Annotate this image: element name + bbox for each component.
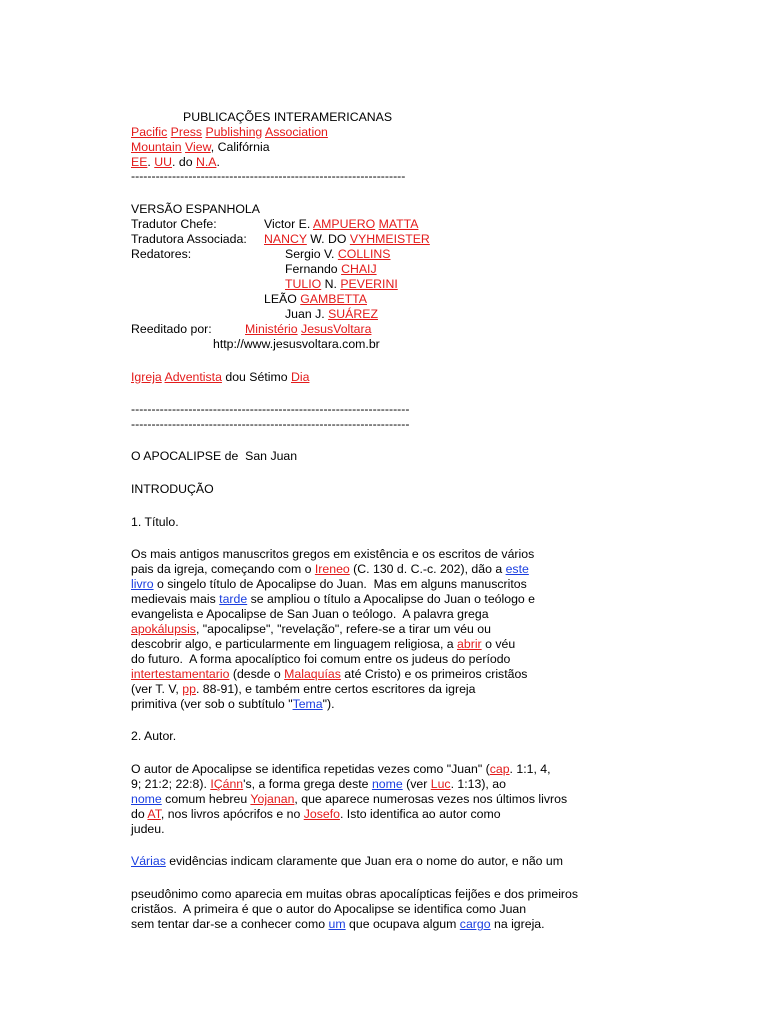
text: , "apocalipse", "revelação", refere-se a tirar um véu ou: [195, 622, 491, 636]
dot-text: .: [216, 155, 220, 169]
link-este[interactable]: este: [505, 562, 529, 576]
link-cap[interactable]: cap: [489, 762, 510, 776]
text: se ampliou o título a Apocalipse do Juan o teólogo e: [247, 592, 535, 606]
link-intertestamentario[interactable]: intertestamentario: [131, 667, 230, 681]
name-text: Sergio V.: [285, 247, 338, 261]
link-peverini[interactable]: PEVERINI: [340, 277, 398, 291]
link-tema[interactable]: Tema: [292, 697, 323, 711]
text: descobrir algo, e particularmente em linguagem religiosa, a: [131, 637, 458, 651]
link-malaquias[interactable]: Malaquías: [284, 667, 341, 681]
assoc-label: Tradutora Associada:: [131, 232, 247, 246]
link-ampuero[interactable]: AMPUERO: [312, 217, 376, 231]
link-tulio[interactable]: TULIO: [285, 277, 322, 291]
link-ireneo[interactable]: Ireneo: [314, 562, 350, 576]
paragraph-line: pseudônimo como aparecia em muitas obras apocalípticas feijões e dos primeiros: [131, 887, 579, 901]
link-luc[interactable]: Luc: [430, 777, 451, 791]
version-heading: VERSÃO ESPANHOLA: [131, 202, 260, 216]
dot-text: .: [147, 155, 151, 169]
link-ministerio[interactable]: Ministério: [245, 322, 298, 336]
paragraph-line: [131, 854, 563, 869]
paragraph-line: [131, 562, 529, 577]
link-suarez[interactable]: SUÁREZ: [328, 307, 378, 321]
text: , nos livros apócrifos e no: [160, 807, 304, 821]
paragraph-line: do futuro. A forma apocalíptico foi comum entre os judeus do período: [131, 652, 511, 666]
publisher-line: [131, 125, 328, 140]
text: do: [131, 807, 148, 821]
paragraph-line: cristãos. A primeira é que o autor do Apocalipse se identifica como Juan: [131, 902, 527, 916]
link-apokalupsis[interactable]: apokálupsis: [131, 622, 196, 636]
editor-5: [285, 307, 378, 322]
text: (C. 130 d. C.-c. 202), dão a: [349, 562, 506, 576]
link-view[interactable]: View: [185, 140, 211, 154]
link-matta[interactable]: MATTA: [378, 217, 419, 231]
text: o singelo título de Apocalipse do Juan. Mas em alguns manuscritos: [153, 577, 527, 591]
paragraph-line: Os mais antigos manuscritos gregos em existência e os escritos de vários: [131, 547, 535, 561]
link-varias[interactable]: Várias: [131, 854, 166, 868]
text: 's, a forma grega deste: [243, 777, 372, 791]
link-press[interactable]: Press: [170, 125, 203, 139]
reedit-label: Reeditado por:: [131, 322, 212, 336]
link-nancy[interactable]: NANCY: [264, 232, 307, 246]
text: pais da igreja, começando com o: [131, 562, 315, 576]
intro-heading: INTRODUÇÃO: [131, 482, 214, 496]
paragraph-line: [131, 622, 491, 637]
name-text: LEÃO: [264, 292, 301, 306]
link-chaij[interactable]: CHAIJ: [341, 262, 377, 276]
church-text: dou Sétimo: [221, 370, 291, 384]
do-text: . do: [172, 155, 196, 169]
link-cargo[interactable]: cargo: [459, 917, 491, 931]
text: . Isto identifica ao autor como: [339, 807, 501, 821]
text: primitiva (ver sob o subtítulo ": [131, 697, 293, 711]
text: medievais mais: [131, 592, 220, 606]
divider-rule: -------------------------------------------------------------------: [131, 169, 406, 183]
paragraph-line: [131, 577, 527, 592]
editor-2: [285, 262, 377, 277]
paragraph-line: [131, 637, 515, 652]
link-icann[interactable]: IÇánn: [210, 777, 244, 791]
link-pacific[interactable]: Pacific: [131, 125, 168, 139]
text: ").: [322, 697, 335, 711]
link-collins[interactable]: COLLINS: [337, 247, 391, 261]
paragraph-line: [131, 592, 535, 607]
link-vyhmeister[interactable]: VYHMEISTER: [349, 232, 430, 246]
publisher-title: PUBLICAÇÕES INTERAMERICANAS: [183, 110, 393, 124]
link-dia[interactable]: Dia: [290, 370, 310, 384]
assoc-name: [264, 232, 430, 247]
editor-1: [285, 247, 391, 262]
chief-name: [264, 217, 418, 232]
link-pp[interactable]: pp: [182, 682, 196, 696]
paragraph-line: [131, 807, 501, 822]
link-yojanan[interactable]: Yojanan: [250, 792, 295, 806]
section-title-2: 2. Autor.: [131, 729, 177, 743]
text: . 1:13), ao: [450, 777, 506, 791]
text: (ver T. V,: [131, 682, 183, 696]
link-tarde[interactable]: tarde: [219, 592, 248, 606]
paragraph-line: [131, 697, 335, 712]
divider-rule: --------------------------------------------------------------------: [131, 417, 410, 431]
link-association[interactable]: Association: [265, 125, 328, 139]
editors-label: Redatores:: [131, 247, 192, 261]
link-ee[interactable]: EE: [131, 155, 148, 169]
text: . 88-91), e também entre certos escritores da igreja: [195, 682, 476, 696]
link-na[interactable]: N.A: [195, 155, 217, 169]
paragraph-line: [131, 667, 527, 682]
editor-4: [264, 292, 367, 307]
link-josefo[interactable]: Josefo: [303, 807, 340, 821]
text: evidências indicam claramente que Juan era o nome do autor, e não um: [165, 854, 564, 868]
link-mountain[interactable]: Mountain: [131, 140, 182, 154]
name-text: Fernando: [285, 262, 342, 276]
link-nome[interactable]: nome: [131, 792, 162, 806]
text: o véu: [481, 637, 516, 651]
link-publishing[interactable]: Publishing: [205, 125, 263, 139]
paragraph-line: [131, 777, 506, 792]
link-livro[interactable]: livro: [131, 577, 154, 591]
church-line: [131, 370, 309, 385]
link-at[interactable]: AT: [147, 807, 161, 821]
link-adventista[interactable]: Adventista: [164, 370, 222, 384]
link-igreja[interactable]: Igreja: [131, 370, 162, 384]
text: 9; 21:2; 22:8).: [131, 777, 211, 791]
name-text: Juan J.: [285, 307, 329, 321]
link-uu[interactable]: UU: [154, 155, 173, 169]
text: , que aparece numerosas vezes nos últimos livros: [294, 792, 568, 806]
text: (ver: [402, 777, 431, 791]
location-line: [131, 140, 270, 155]
country-line: [131, 155, 220, 170]
name-text: Victor E.: [264, 217, 313, 231]
link-jesusvoltara[interactable]: JesusVoltara: [301, 322, 372, 336]
paragraph-line: judeu.: [131, 822, 165, 836]
book-title: O APOCALIPSE de San Juan: [131, 449, 298, 463]
link-nome[interactable]: nome: [371, 777, 403, 791]
text: na igreja.: [490, 917, 545, 931]
name-text: W. DO: [306, 232, 350, 246]
reedit-name: [245, 322, 371, 337]
paragraph-line: [131, 917, 545, 932]
location-text: , Califórnia: [210, 140, 270, 154]
link-abrir[interactable]: abrir: [457, 637, 482, 651]
name-text: N.: [321, 277, 341, 291]
paragraph-line: [131, 682, 476, 697]
text: sem tentar dar-se a conhecer como: [131, 917, 329, 931]
text: (desde o: [229, 667, 285, 681]
divider-rule: --------------------------------------------------------------------: [131, 402, 410, 416]
text: comum hebreu: [161, 792, 251, 806]
chief-label: Tradutor Chefe:: [131, 217, 217, 231]
section-title-1: 1. Título.: [131, 515, 179, 529]
text: . 1:1, 4,: [509, 762, 551, 776]
editor-3: [285, 277, 398, 292]
paragraph-line: [131, 792, 567, 807]
paragraph-line: [131, 762, 551, 777]
text: O autor de Apocalipse se identifica repetidas vezes como "Juan" (: [131, 762, 490, 776]
link-gambetta[interactable]: GAMBETTA: [300, 292, 367, 306]
text: até Cristo) e os primeiros cristãos: [340, 667, 528, 681]
paragraph-line: evangelista e Apocalipse de San Juan o teólogo. A palavra grega: [131, 607, 489, 621]
text: que ocupava algum: [345, 917, 460, 931]
link-um[interactable]: um: [328, 917, 346, 931]
website-url: http://www.jesusvoltara.com.br: [213, 337, 380, 351]
